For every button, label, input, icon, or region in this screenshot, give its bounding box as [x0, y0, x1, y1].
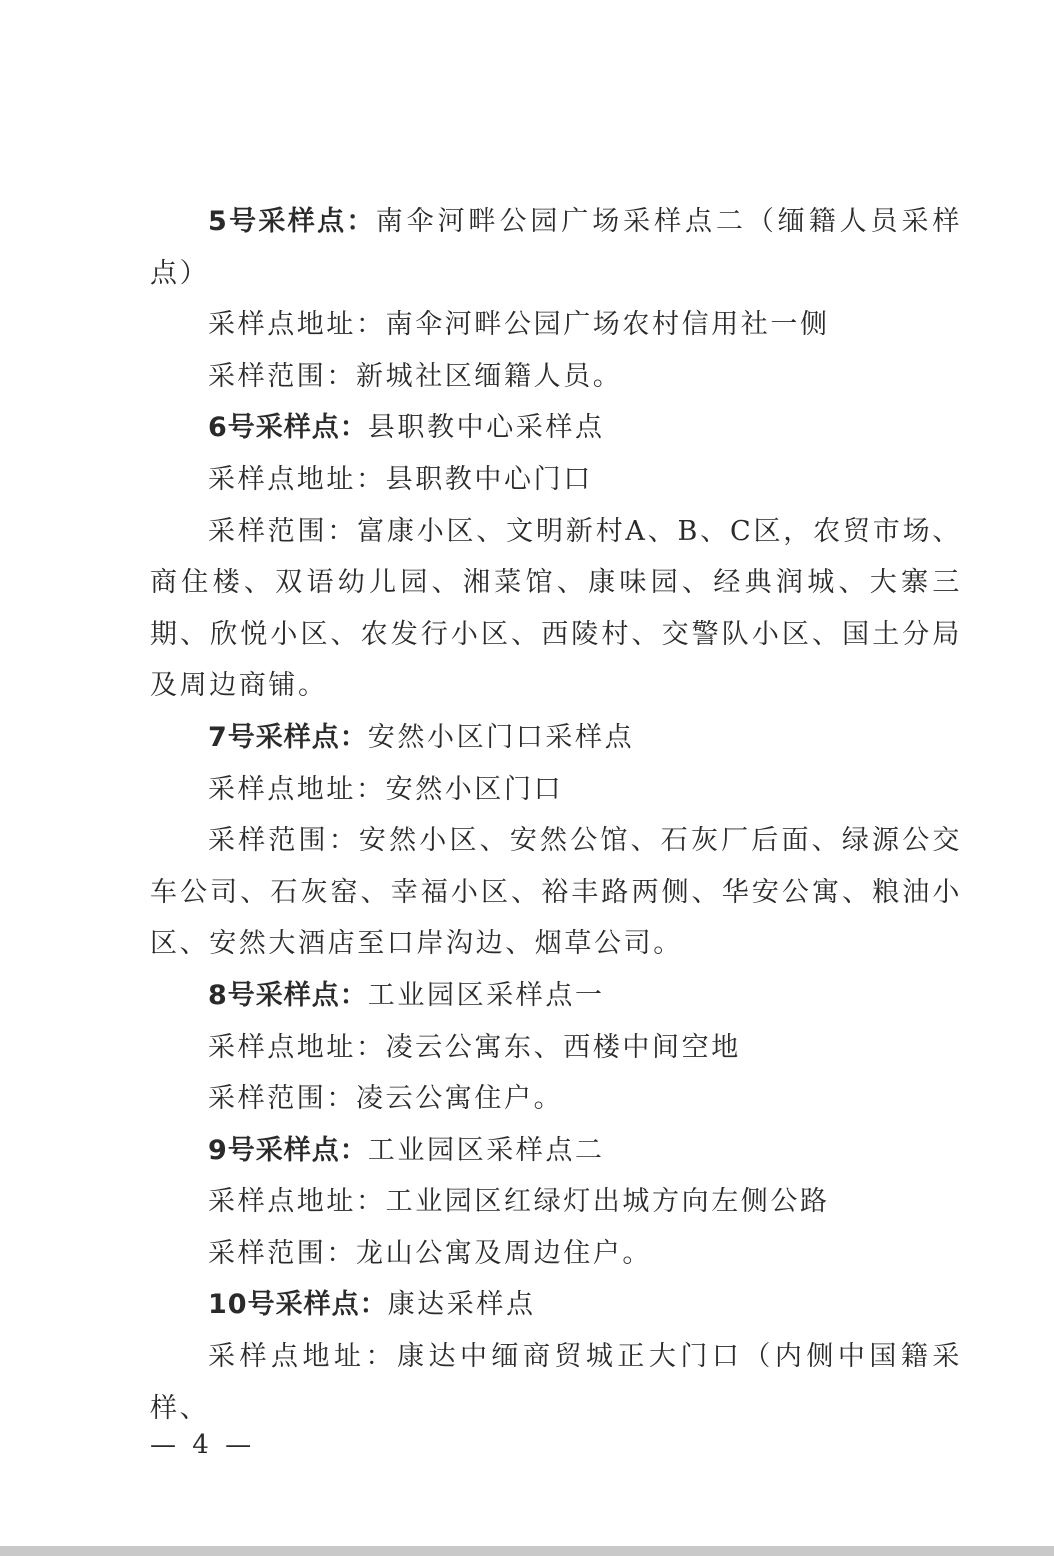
range-text: 龙山公寓及周边住户。 — [356, 1237, 652, 1269]
site-name: 安然小区门口采样点 — [367, 721, 635, 753]
address-label: 采样点地址： — [208, 463, 386, 495]
address-text: 康达中缅商贸城正大门口（内侧中国籍采样、 — [150, 1341, 962, 1424]
site-heading — [150, 970, 962, 1022]
site-label: 9号采样点： — [208, 1134, 368, 1166]
site-range — [150, 815, 962, 970]
range-text: 富康小区、文明新村A、B、C区，农贸市场、商住楼、双语幼儿园、湘菜馆、康味园、经典润城、大寨三期、欣悦小区、农发行小区、西陵村、交警队小区、国土分局及周边商铺。 — [150, 515, 962, 702]
range-text: 新城社区缅籍人员。 — [356, 360, 623, 392]
site-heading — [150, 1279, 962, 1331]
site-label: 6号采样点： — [208, 412, 368, 444]
address-text: 安然小区门口 — [385, 773, 564, 805]
site-range — [150, 351, 962, 403]
address-label: 采样点地址： — [208, 1341, 397, 1373]
site-heading — [150, 402, 962, 454]
site-heading — [150, 712, 962, 764]
site-label: 10号采样点： — [208, 1289, 388, 1321]
site-name: 工业园区采样点二 — [367, 1134, 605, 1166]
address-text: 工业园区红绿灯出城方向左侧公路 — [385, 1186, 830, 1218]
address-text: 凌云公寓东、西楼中间空地 — [385, 1031, 741, 1063]
site-address — [150, 299, 962, 351]
range-label: 采样范围： — [208, 1237, 356, 1269]
site-address — [150, 764, 962, 816]
site-address — [150, 454, 962, 506]
site-label: 8号采样点： — [208, 979, 368, 1011]
address-text: 南伞河畔公园广场农村信用社一侧 — [385, 309, 830, 341]
site-range — [150, 1073, 962, 1125]
site-name: 南伞河畔公园广场采样点二（缅籍人员采样点） — [150, 206, 962, 289]
site-address — [150, 1176, 962, 1228]
address-label: 采样点地址： — [208, 1186, 386, 1218]
page-bottom-edge — [0, 1546, 1054, 1556]
document-body — [150, 196, 962, 1434]
range-label: 采样范围： — [208, 825, 359, 857]
address-label: 采样点地址： — [208, 773, 386, 805]
site-name: 康达采样点 — [387, 1289, 536, 1321]
site-heading — [150, 196, 962, 299]
site-range — [150, 506, 962, 712]
address-label: 采样点地址： — [208, 309, 386, 341]
range-label: 采样范围： — [208, 1083, 356, 1115]
range-text: 安然小区、安然公馆、石灰厂后面、绿源公交车公司、石灰窑、幸福小区、裕丰路两侧、华安公寓、粮油小区、安然大酒店至口岸沟边、烟草公司。 — [150, 825, 963, 960]
range-label: 采样范围： — [208, 515, 358, 547]
site-name: 县职教中心采样点 — [367, 412, 605, 444]
site-label: 7号采样点： — [208, 721, 368, 753]
address-label: 采样点地址： — [208, 1031, 386, 1063]
page-number: — 4 — — [150, 1430, 256, 1460]
site-address — [150, 1331, 962, 1434]
address-text: 县职教中心门口 — [385, 463, 593, 495]
site-name: 工业园区采样点一 — [367, 979, 605, 1011]
site-range — [150, 1228, 962, 1280]
range-text: 凌云公寓住户。 — [356, 1083, 564, 1115]
site-address — [150, 1022, 962, 1074]
range-label: 采样范围： — [208, 360, 356, 392]
site-label: 5号采样点： — [208, 206, 376, 237]
site-heading — [150, 1125, 962, 1177]
